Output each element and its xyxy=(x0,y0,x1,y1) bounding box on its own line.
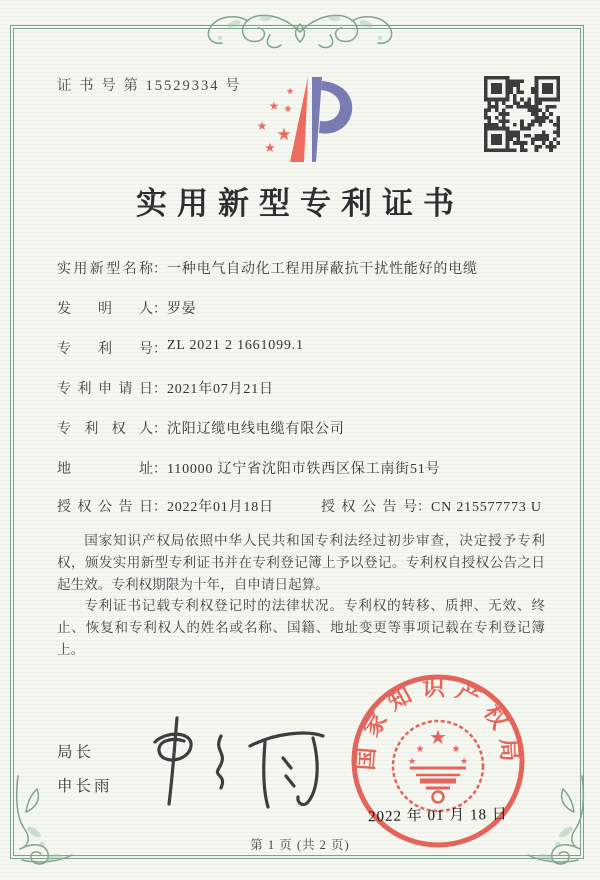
field-value: ZL 2021 2 1661099.1 xyxy=(167,338,304,353)
top-border-ornament xyxy=(150,4,450,54)
field-row-name: 实用新型名称：一种电气自动化工程用屏蔽抗干扰性能好的电缆 xyxy=(57,258,560,278)
seal-date: 2022 年 01 月 18 日 xyxy=(367,806,508,826)
svg-text:★: ★ xyxy=(429,727,447,749)
svg-text:★: ★ xyxy=(256,119,268,133)
field-value: 一种电气自动化工程用屏蔽抗干扰性能好的电缆 xyxy=(167,262,478,277)
svg-text:★: ★ xyxy=(459,756,469,766)
svg-text:★: ★ xyxy=(285,86,295,96)
grant-no-label: 授权公告号 xyxy=(321,500,417,515)
officer-block xyxy=(57,740,113,808)
logo-p-monogram xyxy=(312,77,352,162)
cnipa-logo xyxy=(238,72,362,170)
svg-text:★: ★ xyxy=(283,104,293,115)
svg-text:★: ★ xyxy=(268,99,280,113)
field-row-filing-date: 专利申请日：2021年07月21日 xyxy=(57,378,560,398)
field-value: 2021年07月21日 xyxy=(167,382,274,397)
svg-text:★: ★ xyxy=(415,744,425,755)
svg-text:★: ★ xyxy=(451,744,461,755)
svg-text:★: ★ xyxy=(264,140,276,155)
field-row-inventor: 发明人：罗晏 xyxy=(57,298,560,318)
grant-date-value: 2022年01月18日 xyxy=(167,500,274,515)
field-label: 发明人 xyxy=(57,302,153,317)
seal-text: 国家知识产权局 xyxy=(353,675,523,772)
officer-name: 申长雨 xyxy=(57,778,113,795)
certificate-title: 实用新型专利证书 xyxy=(136,186,464,221)
field-row-grant: 授权公告日：2022年01月18日 授权公告号：CN 215577773 U xyxy=(57,496,560,516)
field-label: 地址 xyxy=(57,462,153,477)
field-row-patentee: 专利权人：沈阳辽缆电线电缆有限公司 xyxy=(57,418,560,438)
field-row-patent-no: 专利号：ZL 2021 2 1661099.1 xyxy=(57,338,304,357)
national-emblem xyxy=(393,721,483,811)
qr-code xyxy=(484,76,560,152)
svg-text:国家知识产权局 xyxy=(353,675,523,771)
svg-text:★: ★ xyxy=(276,125,292,144)
logo-stars xyxy=(257,86,294,155)
field-value: 110000 辽宁省沈阳市铁西区保工南街51号 xyxy=(167,462,441,477)
field-label: 专利申请日 xyxy=(57,382,153,397)
field-row-address: 地址：110000 辽宁省沈阳市铁西区保工南街51号 xyxy=(57,458,560,478)
grant-no-value: CN 215577773 U xyxy=(431,500,542,515)
signature xyxy=(115,710,345,815)
bottom-right-ornament xyxy=(520,770,592,868)
page-indicator: 第 1 页 (共 2 页) xyxy=(250,838,350,852)
certificate-number: 证 书 号 第 15529334 号 xyxy=(57,78,242,94)
field-label: 专利权人 xyxy=(57,422,153,437)
grant-date-label: 授权公告日 xyxy=(57,500,153,515)
legal-text xyxy=(57,530,545,661)
field-value: 罗晏 xyxy=(167,302,197,317)
svg-text:★: ★ xyxy=(407,756,417,766)
field-label: 专利号 xyxy=(57,342,153,357)
legal-paragraph-1: 国家知识产权局依照中华人民共和国专利法经过初步审查，决定授予专利权，颁发实用新型专利证书并在专利登记簿上予以登记。专利权自授权公告之日起生效。专利权期限为十年，自申请日起算。 xyxy=(57,533,545,592)
field-value: 沈阳辽缆电线电缆有限公司 xyxy=(167,422,345,437)
field-label: 实用新型名称 xyxy=(57,262,153,277)
legal-paragraph-2: 专利证书记载专利权登记时的法律状况。专利权的转移、质押、无效、终止、恢复和专利权人的姓名或名称、国籍、地址变更等事项记载在专利登记簿上。 xyxy=(57,598,545,657)
officer-title: 局长 xyxy=(57,744,95,761)
